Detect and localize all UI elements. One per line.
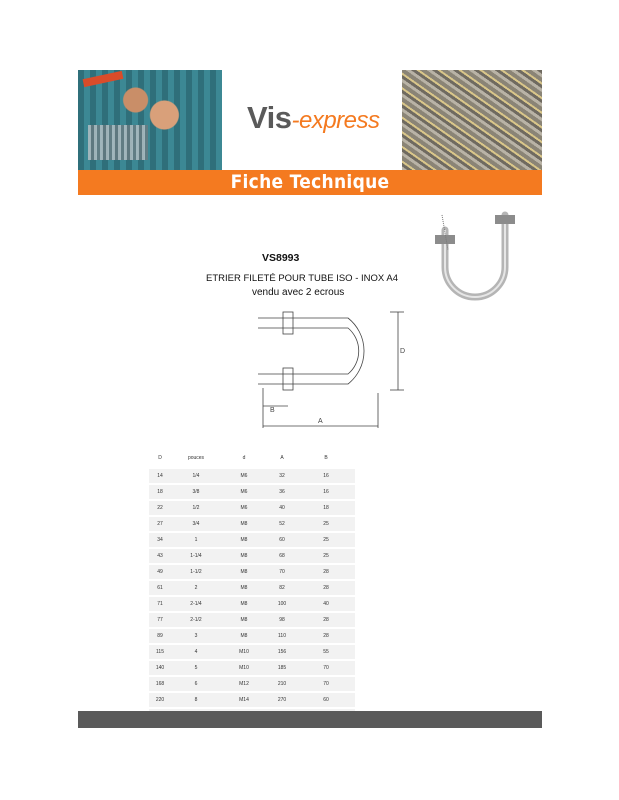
table-cell: 22	[149, 500, 171, 516]
table-cell: 156	[267, 644, 297, 660]
table-header-row	[149, 455, 391, 469]
table-cell: 25	[297, 532, 355, 548]
table-cell: 36	[267, 484, 297, 500]
table-row	[149, 564, 391, 580]
table-cell: 2-1/2	[171, 612, 221, 628]
row-spacer	[355, 628, 391, 644]
table-row	[149, 660, 391, 676]
product-description: ETRIER FILETÉ POUR TUBE ISO - INOX A4	[206, 273, 398, 284]
table-row	[149, 644, 391, 660]
table-cell: 25	[297, 516, 355, 532]
table-cell: M8	[221, 580, 267, 596]
header-banner	[78, 70, 542, 195]
row-spacer	[355, 692, 391, 708]
table-cell: 98	[267, 612, 297, 628]
technical-drawing	[248, 298, 408, 428]
footer-bar	[78, 711, 542, 728]
row-spacer	[355, 484, 391, 500]
table-cell: 6	[171, 676, 221, 692]
table-cell: M10	[221, 660, 267, 676]
table-cell: 61	[149, 580, 171, 596]
table-cell: 210	[267, 676, 297, 692]
header-cell: B	[297, 455, 355, 469]
table-cell: 43	[149, 548, 171, 564]
table-cell: 34	[149, 532, 171, 548]
table-cell: 40	[297, 596, 355, 612]
table-cell: 1	[171, 532, 221, 548]
table-cell: M10	[221, 644, 267, 660]
table-cell: M6	[221, 484, 267, 500]
header-cell: D	[149, 455, 171, 469]
table-cell: 55	[297, 644, 355, 660]
row-spacer	[355, 469, 391, 484]
table-cell: 27	[149, 516, 171, 532]
table-cell: 1/2	[171, 500, 221, 516]
table-cell: 4	[171, 644, 221, 660]
product-reference: VS8993	[262, 252, 300, 264]
table-row	[149, 516, 391, 532]
table-cell: 89	[149, 628, 171, 644]
table-cell: M6	[221, 469, 267, 484]
row-spacer	[355, 548, 391, 564]
table-cell: 28	[297, 612, 355, 628]
table-cell: 1-1/4	[171, 548, 221, 564]
table-cell: M8	[221, 516, 267, 532]
tools-photo	[78, 70, 222, 170]
row-spacer	[355, 564, 391, 580]
table-cell: M8	[221, 548, 267, 564]
table-cell: 5	[171, 660, 221, 676]
table-cell: 100	[267, 596, 297, 612]
table-cell: 28	[297, 564, 355, 580]
table-cell: M12	[221, 676, 267, 692]
table-cell: 3/4	[171, 516, 221, 532]
row-spacer	[355, 596, 391, 612]
screw-tray-icon	[88, 125, 148, 160]
table-cell: 28	[297, 580, 355, 596]
table-cell: M8	[221, 612, 267, 628]
dim-label-b: B	[270, 407, 275, 414]
table-row	[149, 580, 391, 596]
table-cell: M8	[221, 532, 267, 548]
table-row	[149, 628, 391, 644]
table-row	[149, 676, 391, 692]
header-cell: d	[221, 455, 267, 469]
table-row	[149, 532, 391, 548]
table-row	[149, 469, 391, 484]
table-cell: M8	[221, 628, 267, 644]
table-row	[149, 612, 391, 628]
table-cell: 270	[267, 692, 297, 708]
table-cell: 18	[149, 484, 171, 500]
table-cell: 2	[171, 580, 221, 596]
table-cell: 1/4	[171, 469, 221, 484]
logo-main-text: Vis	[247, 100, 292, 135]
table-cell: 70	[297, 660, 355, 676]
table-row	[149, 548, 391, 564]
table-cell: 14	[149, 469, 171, 484]
banner-title: Fiche Technique	[230, 171, 390, 193]
tool-icon	[83, 71, 124, 87]
table-cell: 18	[297, 500, 355, 516]
table-cell: 16	[297, 469, 355, 484]
table-cell: 71	[149, 596, 171, 612]
table-cell: 168	[149, 676, 171, 692]
row-spacer	[355, 500, 391, 516]
table-cell: M14	[221, 692, 267, 708]
row-spacer	[355, 516, 391, 532]
table-cell: 25	[297, 548, 355, 564]
row-spacer	[355, 644, 391, 660]
row-spacer	[355, 532, 391, 548]
row-spacer	[355, 660, 391, 676]
table-row	[149, 596, 391, 612]
u-bolt-photo	[420, 205, 530, 315]
table-cell: 220	[149, 692, 171, 708]
product-sold-with: vendu avec 2 ecrous	[252, 287, 345, 298]
table-row	[149, 484, 391, 500]
row-spacer	[355, 612, 391, 628]
dim-label-a: A	[318, 418, 323, 425]
table-cell: M8	[221, 596, 267, 612]
table-cell: 140	[149, 660, 171, 676]
table-cell: 2-1/4	[171, 596, 221, 612]
table-cell: 8	[171, 692, 221, 708]
table-cell: 82	[267, 580, 297, 596]
header-spacer	[355, 455, 391, 469]
row-spacer	[355, 676, 391, 692]
logo-accent-text: -express	[291, 107, 380, 134]
brand-logo	[247, 100, 380, 136]
table-cell: 70	[267, 564, 297, 580]
table-cell: 60	[267, 532, 297, 548]
header-cell: pouces	[171, 455, 221, 469]
dim-label-d: D	[400, 348, 406, 355]
table-cell: 1-1/2	[171, 564, 221, 580]
table-cell: 68	[267, 548, 297, 564]
table-cell: 110	[267, 628, 297, 644]
table-row	[149, 692, 391, 708]
table-cell: 185	[267, 660, 297, 676]
header-cell: A	[267, 455, 297, 469]
table-cell: 115	[149, 644, 171, 660]
table-cell: 3/8	[171, 484, 221, 500]
table-cell: 16	[297, 484, 355, 500]
table-cell: 77	[149, 612, 171, 628]
table-cell: 60	[297, 692, 355, 708]
table-cell: M6	[221, 500, 267, 516]
table-cell: 52	[267, 516, 297, 532]
table-cell: 40	[267, 500, 297, 516]
screws-photo	[402, 70, 542, 170]
table-cell: 70	[297, 676, 355, 692]
table-cell: 3	[171, 628, 221, 644]
dimensions-table	[149, 455, 391, 725]
table-cell: 28	[297, 628, 355, 644]
table-cell: 49	[149, 564, 171, 580]
table-cell: 32	[267, 469, 297, 484]
row-spacer	[355, 580, 391, 596]
table-cell: M8	[221, 564, 267, 580]
table-row	[149, 500, 391, 516]
